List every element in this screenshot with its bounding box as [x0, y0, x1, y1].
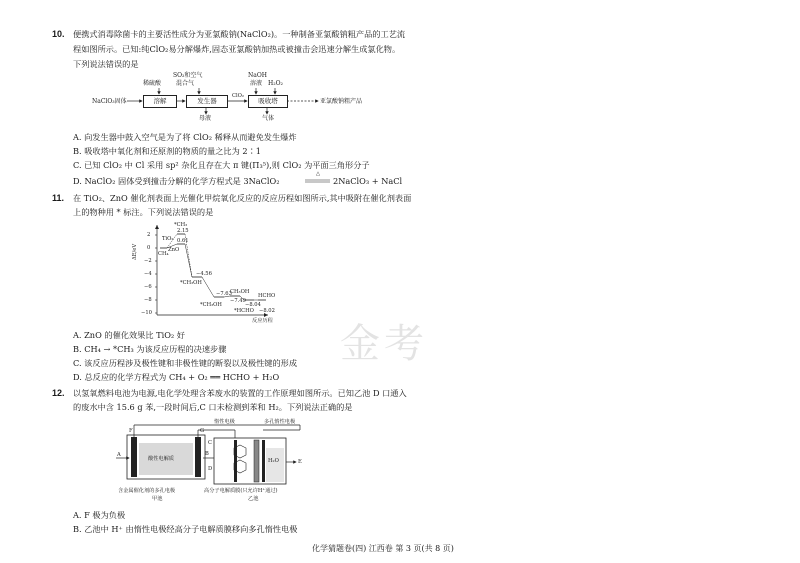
label-porous-catalyst-electrode: 含金属催化剂的多孔电极 — [118, 488, 176, 494]
label-hcho-gas: HCHO — [258, 293, 276, 299]
label-hcho-ads: *HCHO — [234, 308, 254, 314]
label-port-b: B — [205, 451, 209, 457]
q10-option-d-condition: △ — [316, 171, 320, 177]
q10-option-c: C. 已知 ClO₂ 中 Cl 采用 sp² 杂化且存在大 π 键(Π₃⁵),则 ClO₂ 为平面三角形分子 — [73, 160, 370, 170]
label-ch4: CH₄ — [158, 251, 169, 257]
y-tick-neg6: −6 — [144, 284, 152, 290]
y-tick-neg8: −8 — [144, 297, 152, 303]
label-ch3oh-ads-2: *CH₃OH — [200, 302, 222, 308]
label-port-a: A — [117, 452, 121, 458]
flow-box3-input-2: 溶液 — [250, 80, 263, 87]
q10-number: 10. — [52, 29, 65, 39]
flow-box2-input-2: 混合气 — [176, 80, 195, 87]
q10-stem-line2: 程如图所示。已知:纯ClO₂易分解爆炸,固态亚氯酸钠加热或被撞击会迅速分解生成氯化物。 — [73, 44, 401, 54]
label-port-c: C — [208, 440, 212, 446]
q12-number: 12. — [52, 388, 65, 398]
flow-box-dissolve: 溶解 — [143, 95, 177, 108]
q11-option-d: D. 总反应的化学方程式为 CH₄ + O₂ ══ HCHO + H₂O — [73, 372, 280, 382]
label-2-15: 2.15 — [177, 228, 189, 234]
flow-box-generator: 发生器 — [186, 95, 228, 108]
label-neg7-49: −7.49 — [230, 298, 246, 304]
label-inert-electrode: 惰性电极 — [214, 419, 235, 425]
flow-end: 亚氯酸钠粗产品 — [320, 98, 363, 105]
label-yi-cell: 乙池 — [248, 496, 259, 502]
label-porous-inert-electrode: 多孔惰性电极 — [264, 419, 296, 425]
flow-box3-input-3: H₂O₂ — [268, 80, 283, 87]
flow-box1-input: 稀硫酸 — [143, 80, 162, 87]
label-ch3: *CH₃ — [174, 222, 188, 228]
y-tick-neg2: −2 — [144, 258, 152, 264]
flow-box-absorber: 吸收塔 — [248, 95, 288, 108]
q10-option-d: D. NaClO₂ 固体受到撞击分解的化学方程式是 3NaClO₂ — [73, 176, 280, 186]
label-neg7-63: −7.63 — [216, 291, 232, 297]
flow-start: NaClO₃固体 — [92, 98, 127, 105]
q11-option-c: C. 该反应历程涉及极性键和非极性键的断裂以及极性键的形成 — [73, 358, 298, 368]
label-ch3oh-gas: CH₃OH — [230, 289, 250, 295]
flow-box3-input-1: NaOH — [248, 72, 267, 79]
label-jia-cell: 甲池 — [152, 496, 163, 502]
y-tick-2: 2 — [147, 232, 151, 238]
q12-option-a: A. F 极为负极 — [73, 510, 126, 520]
label-membrane: 高分子电解质膜(只允许H⁺通过) — [204, 488, 278, 494]
q12-option-b: B. 乙池中 H⁺ 由惰性电极经高分子电解质膜移向多孔惰性电极 — [73, 524, 298, 534]
q11-number: 11. — [52, 193, 65, 203]
flow-box3-output: 气体 — [262, 115, 275, 122]
y-tick-0: 0 — [147, 245, 151, 251]
label-acid-electrolyte: 酸性电解质 — [148, 456, 174, 462]
label-neg8-02: −8.02 — [259, 308, 275, 314]
label-neg4-56: −4.56 — [196, 271, 212, 277]
label-ch3oh-ads-1: *CH₃OH — [180, 280, 202, 286]
q10-stem-line1: 便携式消毒除菌卡的主要活性成分为亚氯酸钠(NaClO₂)。一种制备亚氯酸钠粗产品的工艺流 — [73, 29, 406, 39]
flow-box2-input-1: SO₂和空气 — [173, 72, 203, 79]
q11-option-b: B. CH₄ → *CH₃ 为该反应历程的决速步骤 — [73, 344, 227, 354]
label-tio2: TiO₂ — [162, 236, 174, 242]
label-port-f: F — [129, 428, 133, 434]
flow-gas-clo2: ClO₂ — [232, 93, 244, 99]
q11-option-a: A. ZnO 的催化效果比 TiO₂ 好 — [73, 330, 185, 340]
label-port-e: E — [298, 459, 302, 465]
label-zno: ZnO — [168, 247, 180, 253]
q11-stem-line1: 在 TiO₂、ZnO 催化剂表面上光催化甲烷氧化反应的反应历程如图所示,其中吸附在催化剂表面 — [73, 193, 412, 203]
watermark: 金考 — [340, 321, 428, 367]
label-port-g: G — [200, 428, 205, 434]
q12-stem-line1: 以氢氧燃料电池为电源,电化学处理含苯废水的装置的工作原理如图所示。已知乙池 D 口通入 — [73, 388, 407, 398]
label-0-61: 0.61 — [177, 238, 189, 244]
label-h2o: H₂O — [268, 458, 279, 464]
y-axis-label: ΔE/eV — [132, 243, 138, 260]
page-footer: 化学猜题卷(四) 江西卷 第 3 页(共 8 页) — [312, 544, 454, 553]
q10-option-b: B. 吸收塔中氧化剂和还原剂的物质的量之比为 2∶1 — [73, 146, 261, 156]
x-axis-label: 反应历程 — [252, 318, 273, 324]
q12-stem-line2: 的废水中含 15.6 g 苯,一段时间后,C 口未检测到苯和 H₂。下列说法正确的是 — [73, 402, 353, 412]
y-tick-neg4: −4 — [144, 271, 152, 277]
label-neg8-04: −8.04 — [245, 302, 261, 308]
q10-option-a: A. 向发生器中鼓入空气是为了将 ClO₂ 稀释从而避免发生爆炸 — [73, 132, 297, 142]
y-tick-neg10: −10 — [141, 310, 152, 316]
q10-option-d-products: 2NaClO₃ + NaCl — [333, 176, 403, 186]
q11-stem-line2: 上的物种用 * 标注。下列说法错误的是 — [73, 207, 214, 217]
q10-stem-line3: 下列说法错误的是 — [73, 59, 139, 69]
flow-box2-output: 母液 — [199, 115, 212, 122]
label-port-d: D — [208, 466, 213, 472]
